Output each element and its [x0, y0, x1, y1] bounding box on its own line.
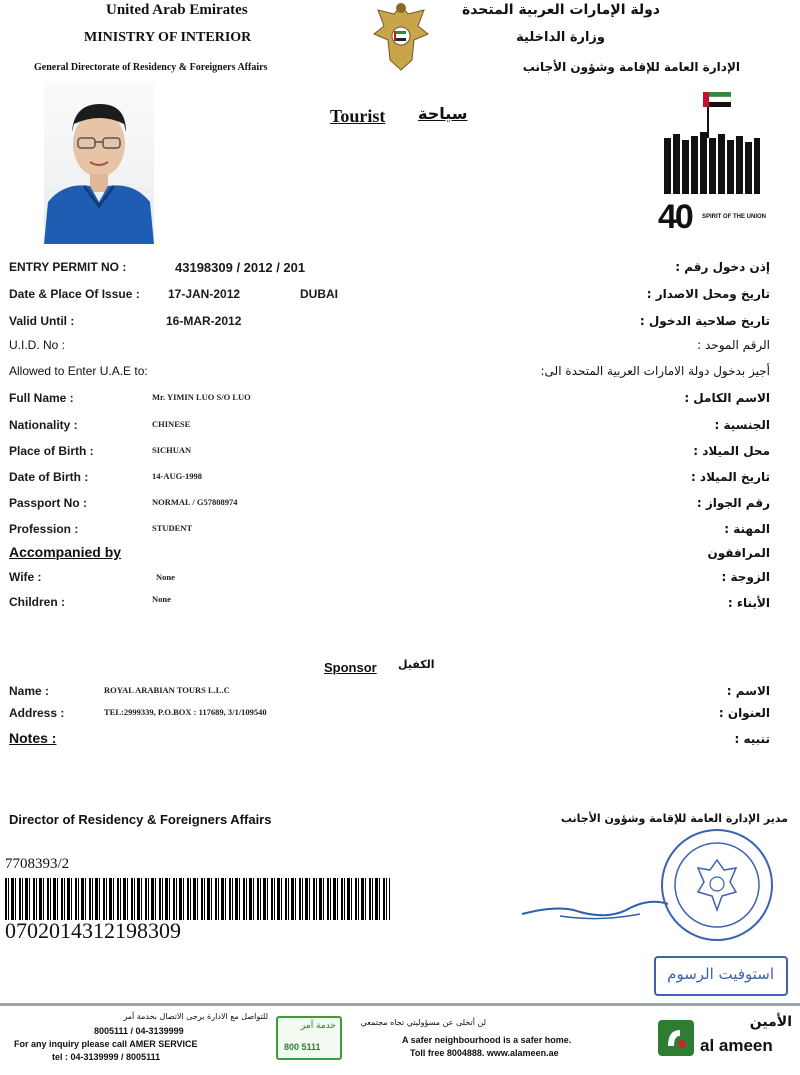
children-value: None [152, 594, 171, 604]
sponsor-name-value: ROYAL ARABIAN TOURS L.L.C [104, 685, 230, 695]
full-name-label-ar: الاسم الكامل : [684, 391, 770, 405]
passport-label-ar: رقم الجواز : [696, 496, 770, 510]
anniversary-text: SPIRIT OF THE UNION [702, 214, 767, 220]
birth-place-label-ar: محل الميلاد : [693, 444, 770, 458]
sponsor-address-label: Address : [9, 706, 65, 720]
sponsor-address-value: TEL:2999339, P.O.BOX : 117689, 3/1/109540 [104, 707, 267, 717]
barcode-top-number: 7708393/2 [5, 856, 70, 872]
nationality-label-ar: الجنسية : [714, 418, 770, 432]
entry-permit-label: ENTRY PERMIT NO : [9, 260, 127, 274]
valid-until-label-ar: تاريخ صلاحية الدخول : [639, 314, 770, 328]
uid-label-ar: الرقم الموحد : [697, 338, 770, 352]
nationality-value: CHINESE [152, 419, 191, 429]
passport-value: NORMAL / G57808974 [152, 497, 238, 507]
fees-paid-stamp [654, 956, 788, 996]
passport-label: Passport No : [9, 496, 88, 510]
official-seal-icon [658, 826, 776, 944]
wife-label: Wife : [9, 570, 42, 584]
uid-label: U.I.D. No : [9, 338, 66, 352]
amer-logo-number: 800 5111 [284, 1042, 321, 1052]
sponsor-title-ar: الكفيل [398, 658, 435, 671]
country-name-en: United Arab Emirates [106, 2, 248, 18]
birth-place-label: Place of Birth : [9, 444, 94, 458]
anniversary-number: 40 [658, 198, 692, 236]
barcode [5, 878, 390, 920]
directorate-name-en: General Directorate of Residency & Foreigners Affairs [34, 62, 268, 73]
director-title-en: Director of Residency & Foreigners Affairs [9, 812, 272, 827]
issue-label-ar: تاريخ ومحل الاصدار : [646, 287, 770, 301]
profession-value: STUDENT [152, 523, 193, 533]
footer-divider [0, 1003, 800, 1006]
director-signature [520, 890, 670, 930]
amer-inquiry: For any inquiry please call AMER SERVICE [14, 1039, 198, 1049]
children-label-ar: الأبناء : [727, 596, 770, 610]
nationality-label: Nationality : [9, 418, 78, 432]
alameen-text-ar: لن أتخلى عن مسؤوليتي تجاه مجتمعي [360, 1018, 486, 1027]
directorate-name-ar: الإدارة العامة للإقامة وشؤون الأجانب [522, 60, 740, 74]
profession-label-ar: المهنة : [724, 522, 770, 536]
valid-until-value: 16-MAR-2012 [166, 314, 242, 328]
uae-emblem-icon [368, 0, 434, 76]
accompanied-title-ar: المرافقون [707, 546, 770, 560]
director-title-ar: مدير الإدارة العامة للإقامة وشؤون الأجانب [560, 812, 788, 825]
amer-logo-text: خدمة آمر [300, 1021, 336, 1031]
fees-paid-stamp-text: استوفيت الرسوم [667, 965, 774, 983]
alameen-logo [656, 1014, 796, 1062]
ministry-name-ar: وزارة الداخلية [516, 30, 605, 45]
wife-label-ar: الزوجة : [721, 570, 770, 584]
birth-date-label: Date of Birth : [9, 470, 89, 484]
sponsor-title: Sponsor [324, 660, 377, 675]
birth-date-label-ar: تاريخ الميلاد : [690, 470, 770, 484]
visa-type-ar: سياحة [418, 104, 468, 123]
children-label: Children : [9, 595, 65, 609]
amer-tel: tel : 04-3139999 / 8005111 [52, 1052, 161, 1062]
allowed-label-ar: أجيز بدخول دولة الامارات العربية المتحدة الى: [540, 364, 770, 378]
entry-permit-label-ar: إذن دخول رقم : [675, 260, 770, 274]
barcode-bottom-number: 0702014312198309 [5, 918, 181, 943]
alameen-logo-ar: الأمين [749, 1014, 792, 1030]
visa-type-en: Tourist [330, 106, 386, 126]
issue-place: DUBAI [300, 287, 338, 301]
birth-place-value: SICHUAN [152, 445, 192, 455]
passport-photo [44, 82, 154, 244]
valid-until-label: Valid Until : [9, 314, 75, 328]
ministry-name-en: MINISTRY OF INTERIOR [84, 30, 252, 45]
amer-text-ar: للتواصل مع الادارة يرجى الاتصال بخدمة آمر [123, 1012, 268, 1021]
wife-value: None [156, 572, 175, 582]
notes-label: Notes : [9, 730, 57, 746]
sponsor-address-label-ar: العنوان : [718, 706, 770, 720]
full-name-label: Full Name : [9, 391, 74, 405]
alameen-logo-en: al ameen [700, 1036, 773, 1055]
sponsor-name-label-ar: الاسم : [726, 684, 770, 698]
accompanied-title: Accompanied by [9, 544, 122, 560]
issue-date: 17-JAN-2012 [168, 287, 241, 301]
allowed-label: Allowed to Enter U.A.E to: [9, 364, 148, 378]
profession-label: Profession : [9, 522, 79, 536]
amer-phone: 8005111 / 04-3139999 [94, 1026, 184, 1036]
entry-permit-value: 43198309 / 2012 / 201 [175, 260, 306, 275]
alameen-logo-mark [658, 1020, 694, 1056]
alameen-line2: Toll free 8004888. www.alameen.ae [410, 1048, 559, 1058]
issue-label: Date & Place Of Issue : [9, 287, 140, 301]
sponsor-name-label: Name : [9, 684, 50, 698]
full-name-value: Mr. YIMIN LUO S/O LUO [152, 392, 251, 402]
notes-label-ar: تنبيه : [734, 732, 770, 746]
country-name-ar: دولة الإمارات العربية المتحدة [461, 2, 660, 18]
alameen-line1: A safer neighbourhood is a safer home. [402, 1035, 572, 1045]
birth-date-value: 14-AUG-1998 [152, 471, 203, 481]
amer-logo [276, 1016, 342, 1060]
